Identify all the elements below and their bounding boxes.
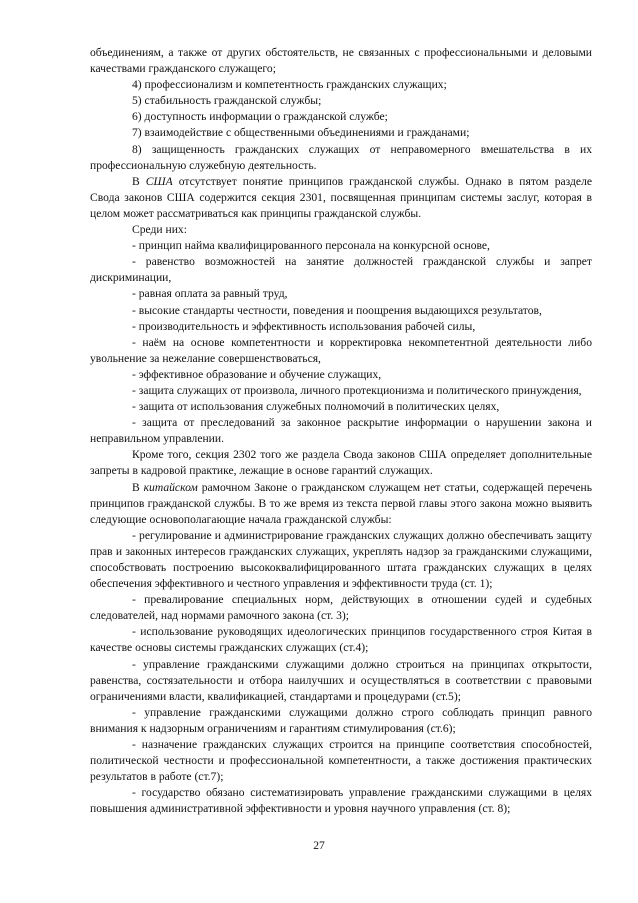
principle-item: 5) стабильность гражданской службы; <box>132 94 322 108</box>
principle-item: 4) профессионализм и компетентность гражданских служащих; <box>132 78 447 92</box>
china-paragraph <box>90 480 592 528</box>
usa-list-item: - равная оплата за равный труд, <box>132 287 288 301</box>
principle-item: 8) защищенность гражданских служащих от неправомерного вмешательства в их профессиональную служебную деятельность. <box>90 142 592 172</box>
china-prefix: В <box>132 480 144 494</box>
usa-prefix: В <box>132 174 146 188</box>
usa-list-item: - производительность и эффективность использования рабочей силы, <box>132 319 476 333</box>
principle-item: 7) взаимодействие с общественными объединениями и гражданами; <box>132 126 470 140</box>
china-list-item: - регулирование и администрирование гражданских служащих должно обеспечивать защиту прав и законных интересов гражданских служащих, укреплять надзор за гражданскими служащими, способствовать построению высококвалифицированного штата гражданских служащих в целях обеспечения эффективного и честного управления и эффективности труда (ст. 1); <box>90 528 592 591</box>
usa-country: США <box>145 174 173 188</box>
china-list-item: - превалирование специальных норм, действующих в отношении судей и судебных следователей, над нормами рамочного закона (ст. 3); <box>90 593 592 623</box>
principle-item: 6) доступность информации о гражданской службе; <box>132 110 388 124</box>
china-list-item: - государство обязано систематизировать управление гражданскими служащими в целях повышения административной эффективности и уровня научного управления (ст. 8); <box>90 786 592 816</box>
usa-additional-paragraph: Кроме того, секция 2302 того же раздела Свода законов США определяет дополнительные запреты в кадровой практике, лежащие в основе гарантий служащих. <box>90 448 592 478</box>
usa-list-item: - эффективное образование и обучение служащих, <box>132 367 382 381</box>
document-page <box>90 45 592 818</box>
china-list-item: - управление гражданскими служащими должно строиться на принципах открытости, равенства, состязательности и отбора наилучших и осуществляться в соответствии с правовыми ограничениями власти, квалификацией, стандартами и процедурами (ст.5); <box>90 657 592 703</box>
usa-list-item: - защита от использования служебных полномочий в политических целях, <box>132 400 500 414</box>
usa-list-item: - равенство возможностей на занятие должностей гражданской службы и запрет дискриминации, <box>90 255 592 285</box>
usa-list-intro: Среди них: <box>132 223 187 237</box>
china-text: рамочном Законе о гражданском служащем нет статьи, содержащей перечень принципов гражданской службы. В то же время из текста первой главы этого закона можно выявить следующие основополагающие начала гражданской службы: <box>90 480 592 526</box>
usa-list-item: - высокие стандарты честности, поведения и поощрения выдающихся результатов, <box>132 303 542 317</box>
usa-list-item: - защита служащих от произвола, личного протекционизма и политического принуждения, <box>132 383 582 397</box>
usa-text: отсутствует понятие принципов гражданской службы. Однако в пятом разделе Свода законов США содержится секция 2301, посвященная принципам системы заслуг, которая в целом может рассматриваться как принципы гражданской службы. <box>90 174 593 220</box>
usa-list-item: - наём на основе компетентности и корректировка некомпетентной деятельности либо увольнение за нежелание совершенствоваться, <box>90 335 592 365</box>
paragraph-continuation: объединениям, а также от других обстоятельств, не связанных с профессиональными и деловыми качествами гражданского служащего; <box>90 46 592 76</box>
china-list-item: - использование руководящих идеологических принципов государственного строя Китая в качестве основы системы гражданских служащих (ст.4); <box>90 625 592 655</box>
china-list-item: - управление гражданскими служащими должно строго соблюдать принцип равного внимания к надзорным ограничениям и гарантиям стимулирования (ст.6); <box>90 705 592 735</box>
usa-list-item: - принцип найма квалифицированного персонала на конкурсной основе, <box>132 239 490 253</box>
china-country: китайском <box>143 480 198 494</box>
usa-list-item: - защита от преследований за законное раскрытие информации о нарушении закона и неправильном управлении. <box>90 416 592 446</box>
china-list-item: - назначение гражданских служащих строится на принципе соответствия способностей, политической честности и профессиональной компетентности, а также достижения практических результатов в работе (ст.7); <box>90 738 592 784</box>
usa-paragraph <box>90 174 592 222</box>
page-number: 27 <box>313 839 325 852</box>
